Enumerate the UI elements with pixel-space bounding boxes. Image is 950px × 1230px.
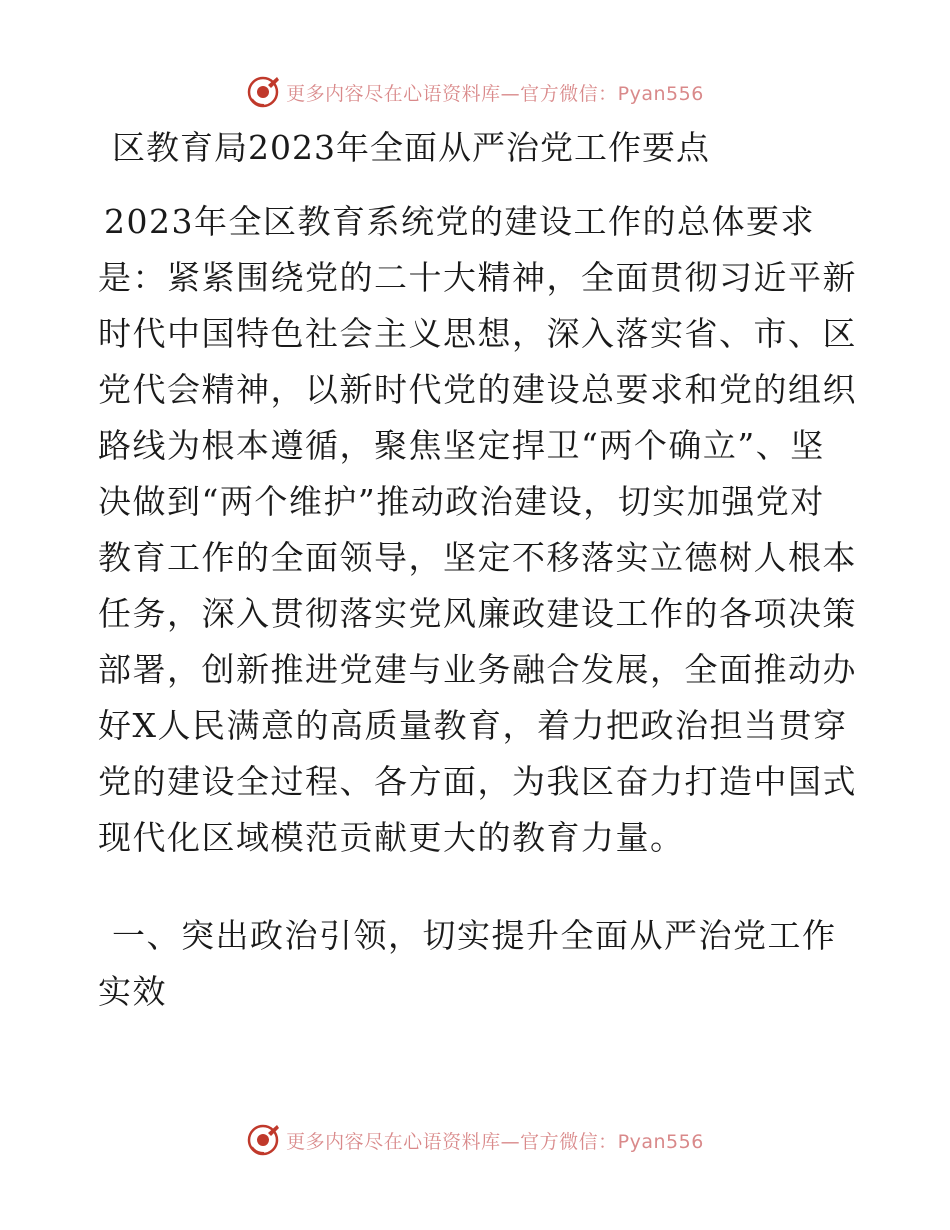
watermark-text: 更多内容尽在心语资料库—官方微信：Pyan556 <box>286 1130 704 1153</box>
watermark-text: 更多内容尽在心语资料库—官方微信：Pyan556 <box>286 82 704 105</box>
text-line: 任务，深入贯彻落实党风廉政建设工作的各项决策 <box>98 594 857 633</box>
watermark-header <box>0 72 950 112</box>
text-line: 党的建设全过程、各方面，为我区奋力打造中国式 <box>98 762 857 801</box>
document-title: 区教育局2023年全面从严治党工作要点 <box>112 128 710 167</box>
text-line: 好X人民满意的高质量教育，着力把政治担当贯穿 <box>98 706 848 745</box>
heading-line: 一、突出政治引领，切实提升全面从严治党工作 <box>112 916 837 955</box>
text-line: 党代会精神，以新时代党的建设总要求和党的组织 <box>98 370 857 409</box>
text-line: 教育工作的全面领导，坚定不移落实立德树人根本 <box>98 538 857 577</box>
text-line: 时代中国特色社会主义思想，深入落实省、市、区 <box>98 314 857 353</box>
section-heading-1 <box>98 908 850 1020</box>
text-line: 2023年全区教育系统党的建设工作的总体要求 <box>104 202 815 241</box>
text-line: 路线为根本遵循，聚焦坚定捍卫“两个确立”、坚 <box>98 426 825 465</box>
text-line: 现代化区域模范贡献更大的教育力量。 <box>98 818 685 857</box>
text-line: 决做到“两个维护”推动政治建设，切实加强党对 <box>98 482 825 521</box>
text-line: 是：紧紧围绕党的二十大精神，全面贯彻习近平新 <box>98 258 857 297</box>
paragraph-overview <box>98 194 857 866</box>
watermark-footer <box>0 1120 950 1160</box>
pen-logo-icon <box>246 1123 280 1157</box>
text-line: 部署，创新推进党建与业务融合发展，全面推动办 <box>98 650 857 689</box>
heading-line: 实效 <box>98 972 167 1011</box>
pen-logo-icon <box>246 75 280 109</box>
